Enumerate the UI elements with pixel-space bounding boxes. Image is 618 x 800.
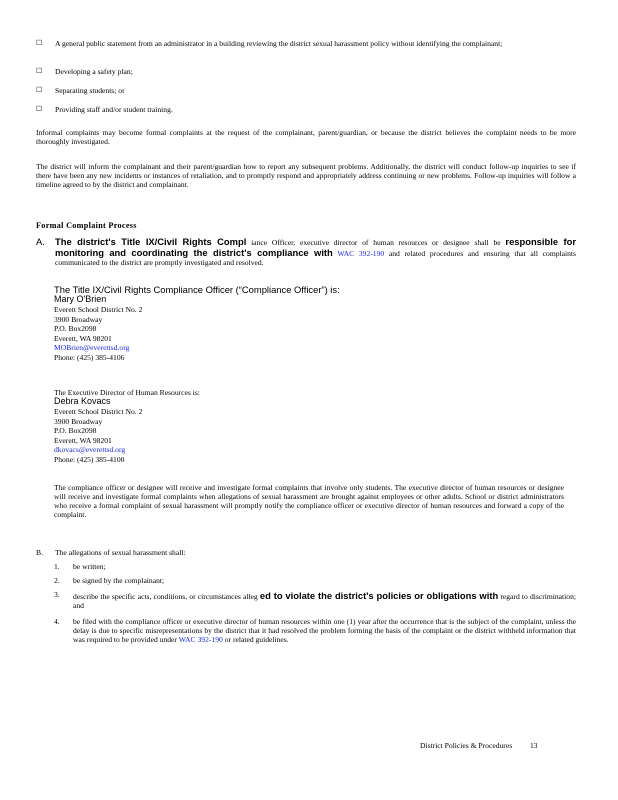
officer-po-box: P.O. Box2098 — [54, 324, 97, 333]
section-b — [36, 548, 576, 558]
paragraph-informal-complaints: Informal complaints may become formal complaints at the request of the complainant, parent/guardian, or because the district believes the complaint needs to be more thoroughly investigated. — [36, 128, 576, 146]
officer-org: Everett School District No. 2 — [54, 305, 143, 314]
wac-link[interactable]: WAC 392-190 — [337, 249, 385, 258]
wac-link[interactable]: WAC 392-190 — [178, 635, 223, 644]
list-item — [54, 590, 576, 612]
compliance-officer-heading: The Title IX/Civil Rights Compliance Officer (“Compliance Officer”) is: — [54, 284, 340, 295]
section-a-lead-text: iance Officer, executive director of human resources or designee shall be — [251, 238, 501, 247]
bullet-item — [36, 39, 576, 59]
officer-email-link[interactable]: MOBrien@everettsd.org — [54, 343, 130, 352]
list-text: describe the specific acts, conditions, or circumstances alleg — [73, 592, 258, 601]
list-text: be written; — [73, 562, 106, 571]
bullet-text: Developing a safety plan; — [55, 67, 133, 76]
officer-address-block — [54, 295, 254, 362]
director-org: Everett School District No. 2 — [54, 407, 143, 416]
list-text: be filed with the compliance officer or executive director of human resources within one (1) year after the occurrence that is the subject of the complaint, unless the delay is due to specific misrepresentations by the district that it had resolved the problem forming the basis of the complaint or the district withheld information that was required to be provided under — [73, 617, 576, 644]
list-number: 1. — [54, 562, 60, 571]
checkbox-bullet-icon: ☐ — [36, 39, 43, 47]
paragraph-district-inform: The district will inform the complainant and their parent/guardian how to report any subsequent problems. Additionally, the district will conduct follow-up inquiries to see if there have been any new incidents or instances of retaliation, and to promptly respond and appropriately address continuing or new problems. Follow-up inquiries will follow a timeline agreed to by the district and complainant. — [36, 162, 576, 189]
footer-title: District Policies & Procedures — [420, 741, 513, 750]
officer-city: Everett, WA 98201 — [54, 333, 112, 343]
section-label: B. — [36, 548, 43, 557]
page-number: 13 — [529, 741, 538, 750]
bullet-item — [36, 105, 576, 115]
list-number: 3. — [54, 590, 60, 599]
heading-formal-complaint-process: Formal Complaint Process — [36, 221, 137, 230]
checkbox-bullet-icon: ☐ — [36, 86, 43, 94]
list-text-bold: ed to violate the district's policies or obligations with — [259, 590, 499, 601]
director-po-box: P.O. Box2098 — [54, 426, 97, 435]
officer-street: 3900 Broadway — [54, 314, 103, 324]
bullet-text: Providing staff and/or student training. — [55, 105, 173, 114]
bullet-text: Separating students; or — [55, 86, 125, 95]
checkbox-bullet-icon: ☐ — [36, 67, 43, 75]
page-footer — [420, 741, 580, 750]
director-email-link[interactable]: dkovacs@everettsd.org — [54, 445, 126, 454]
section-b-lead: The allegations of sexual harassment shall: — [55, 548, 186, 557]
list-number: 4. — [54, 617, 60, 626]
checkbox-bullet-icon: ☐ — [36, 105, 43, 113]
list-text: be signed by the complainant; — [73, 576, 165, 585]
bullet-item — [36, 67, 576, 77]
section-a-lead-bold-2: responsible for monitoring and coordinating the district's compliance with — [55, 236, 576, 258]
officer-name: Mary O'Brien — [54, 294, 107, 304]
paragraph-compliance-officer-duties: The compliance officer or designee will receive and investigate formal complaints that involve only students. The executive director of human resources or designee will receive and investigate formal complaints when allegations of sexual harassment are brought against employees or other adults. School or district administrators who receive a formal complaint of sexual harassment will promptly notify the compliance officer or executive director of human resources and forward a copy of the complaint. — [54, 483, 564, 519]
director-address-block — [54, 397, 254, 464]
executive-director-heading: The Executive Director of Human Resources is: — [54, 388, 200, 397]
director-name: Debra Kovacs — [54, 396, 111, 406]
bullet-text: A general public statement from an administrator in a building reviewing the district sexual harassment policy without identifying the complainant; — [55, 39, 503, 48]
section-a-rest: and related procedures and ensuring that all complaints communicated to the district are promptly investigated and resolved. — [55, 249, 576, 267]
director-street: 3900 Broadway — [54, 416, 103, 426]
list-item — [54, 562, 576, 572]
section-a — [36, 236, 576, 276]
director-city: Everett, WA 98201 — [54, 435, 112, 445]
list-text-end: or related guidelines. — [224, 635, 289, 644]
list-item — [54, 576, 576, 586]
bullet-item — [36, 86, 576, 96]
director-phone: Phone: (425) 385-4100 — [54, 454, 125, 464]
section-label: A. — [36, 236, 45, 247]
list-text-end: regard to discrimination; and — [73, 592, 576, 610]
list-number: 2. — [54, 576, 60, 585]
officer-phone: Phone: (425) 385-4106 — [54, 352, 125, 362]
list-item — [54, 617, 576, 661]
section-a-lead-bold: The district's Title IX/Civil Rights Compl — [55, 236, 247, 247]
